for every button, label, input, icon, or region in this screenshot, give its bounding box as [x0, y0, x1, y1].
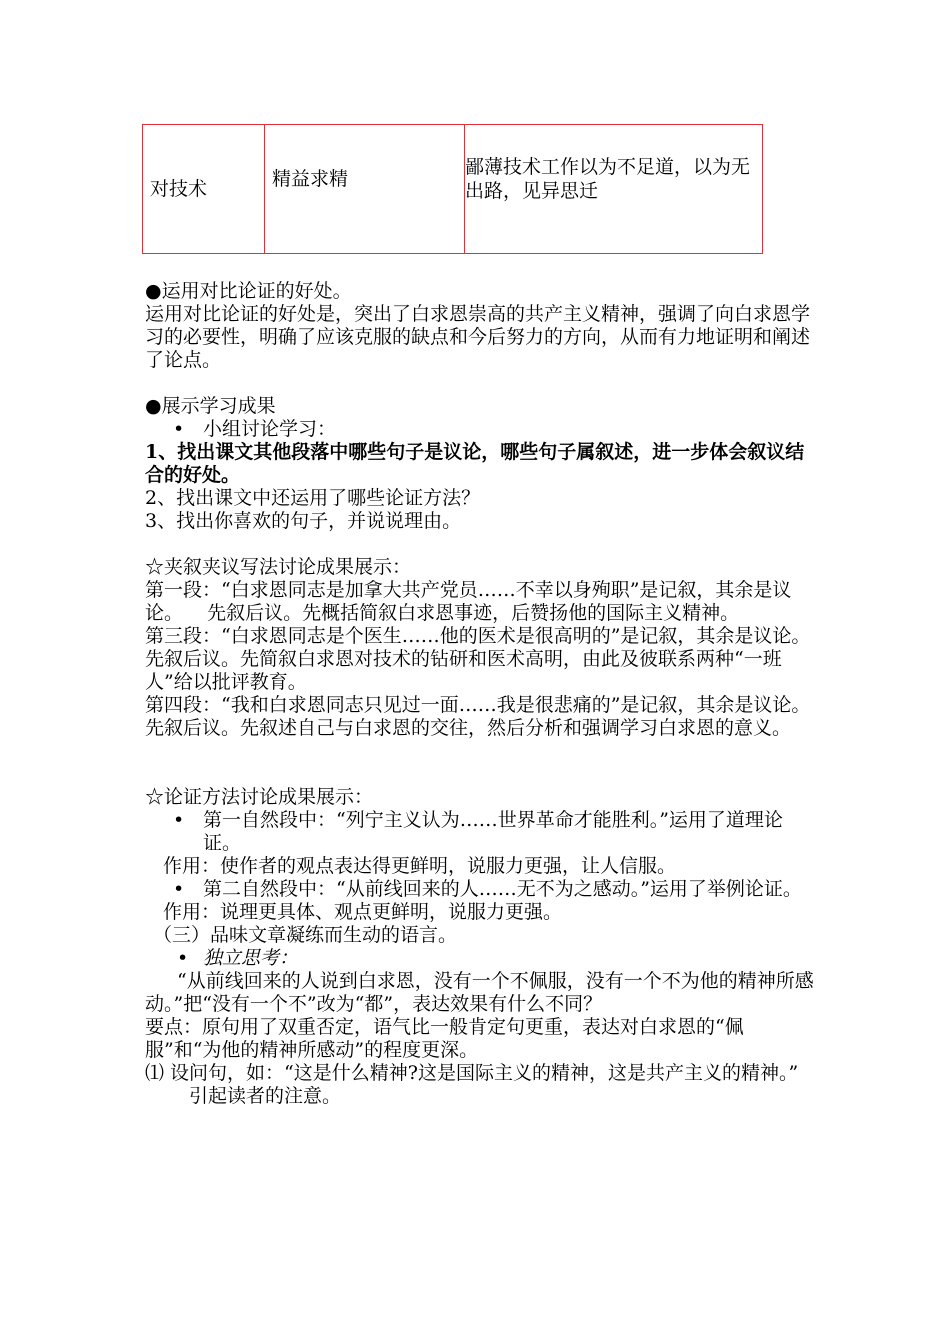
table-cell-aspect: 对技术 — [143, 125, 265, 253]
paragraph-4-analysis: 第四段：“我和白求恩同志只见过一面……我是很悲痛的”是记叙，其余是议论。 先叙后议。先叙述自己与白求恩的交往，然后分析和强调学习白求恩的意义。 — [145, 694, 865, 739]
argument-effect-1: 作用：使作者的观点表达得更鲜明，说服力更强，让人信服。 — [163, 855, 677, 877]
section-heading-contrast: ●运用对比论证的好处。 — [145, 280, 352, 302]
question-2: 2、找出课文中还运用了哪些论证方法？ — [145, 487, 481, 509]
quote-question: “从前线回来的人说到白求恩，没有一个不佩服，没有一个不为他的精神所感动。”把“没有一个不”改为“都”，表达效果有什么不同？ — [145, 970, 814, 1015]
question-1: 1、找出课文其他段落中哪些句子是议论，哪些句子属叙述，进一步体会叙议结合的好处。 — [145, 441, 805, 486]
part-3-heading: （三）品味文章凝练而生动的语言。 — [153, 924, 458, 946]
document-body — [145, 280, 865, 1108]
contrast-paragraph: 运用对比论证的好处是，突出了白求恩崇高的共产主义精神，强调了向白求恩学习的必要性，明确了应该克服的缺点和今后努力的方向，从而有力地证明和阐述了论点。 — [145, 303, 811, 371]
paragraph-1-analysis: 第一段：“白求恩同志是加拿大共产党员……不幸以身殉职”是记叙，其余是议论。 先叙后议。先概括简叙白求恩事迹，后赞扬他的国际主义精神。 — [145, 579, 792, 624]
argument-effect-2: 作用：说理更具体、观点更鲜明，说服力更强。 — [163, 901, 563, 923]
rhetorical-item-1-effect: 引起读者的注意。 — [189, 1085, 342, 1107]
group-discussion-bullet: • 小组讨论学习： — [145, 418, 815, 441]
table-cell-negative: 鄙薄技术工作以为不足道，以为无出路，见异思迁 — [465, 156, 751, 202]
argument-bullet-1: • 第一自然段中：“列宁主义认为……世界革命才能胜利。”运用了道理论证。 — [145, 809, 815, 855]
section-heading-argument: ☆论证方法讨论成果展示： — [145, 786, 374, 808]
comparison-table — [142, 124, 763, 254]
independent-thinking-bullet: • 独立思考： — [145, 947, 815, 970]
paragraph-3-analysis: 第三段：“白求恩同志是个医生……他的医术是很高明的”是记叙，其余是议论。 先叙后议。先简叙白求恩对技术的钻研和医术高明，由此及彼联系两种“一班人”给以批评教育。 — [145, 625, 841, 693]
key-points: 要点：原句用了双重否定，语气比一般肯定句更重，表达对白求恩的“佩服”和“为他的精神所感动”的程度更深。 — [145, 1016, 744, 1061]
section-heading-results: ●展示学习成果 — [145, 395, 276, 417]
argument-bullet-2: • 第二自然段中：“从前线回来的人……无不为之感动。”运用了举例论证。 — [145, 878, 815, 901]
question-3: 3、找出你喜欢的句子，并说说理由。 — [145, 510, 462, 532]
section-heading-narration: ☆夹叙夹议写法讨论成果展示： — [145, 556, 412, 578]
table-cell-positive: 精益求精 — [265, 125, 465, 253]
rhetorical-item-1: ⑴ 设问句，如：“这是什么精神?这是国际主义的精神，这是共产主义的精神。” — [145, 1062, 799, 1084]
